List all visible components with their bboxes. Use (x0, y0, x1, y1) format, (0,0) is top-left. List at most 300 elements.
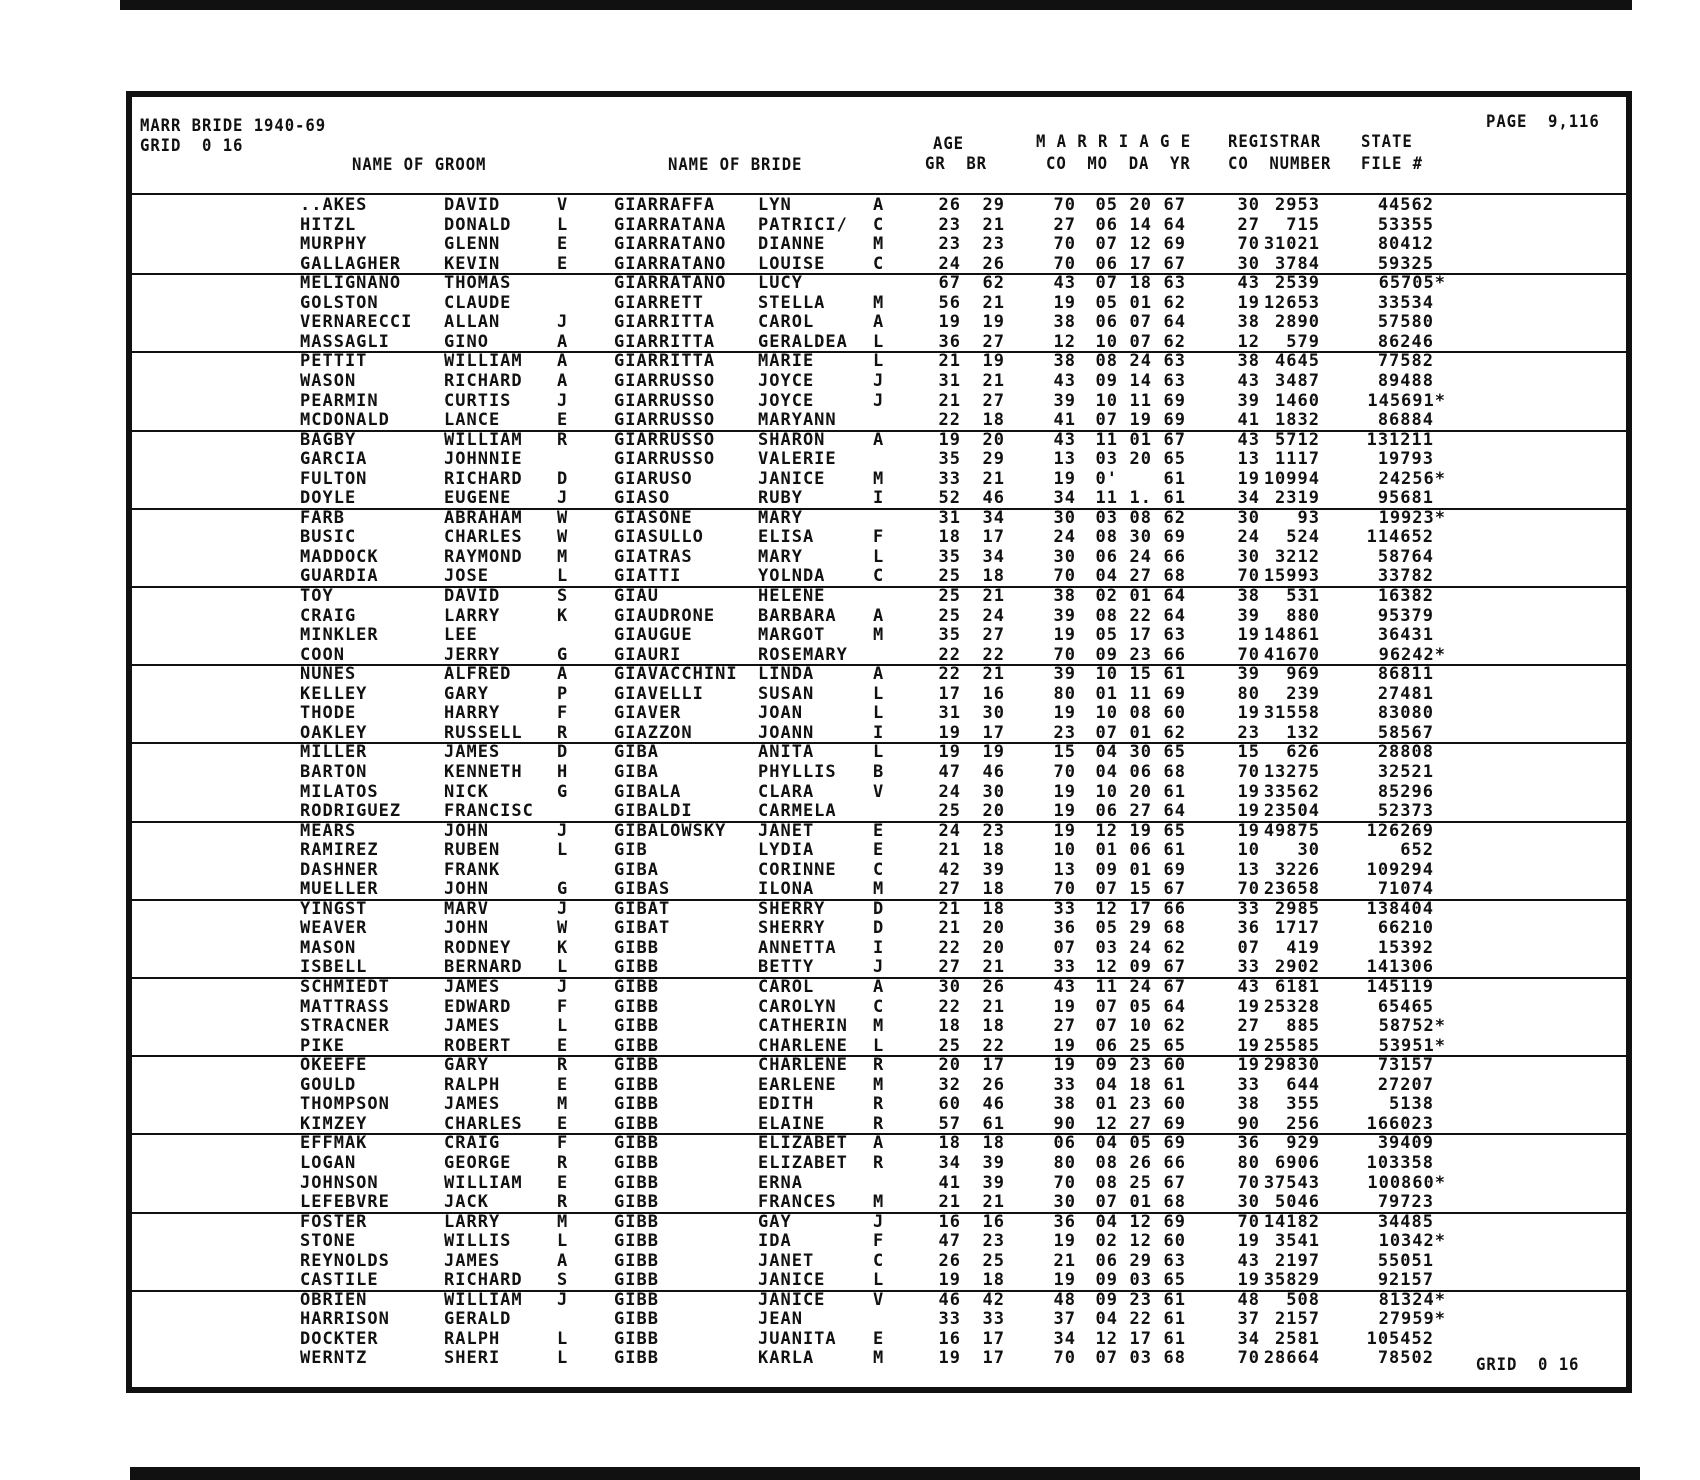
cell-bm: L (873, 703, 885, 724)
cell-agr: 56 (938, 292, 961, 313)
cell-yr: 67 (1163, 1172, 1186, 1193)
table-row (0, 978, 1700, 998)
cell-rco: 33 (1237, 1074, 1260, 1095)
cell-co: 19 (1053, 703, 1076, 724)
cell-rnum: 2319 (1275, 488, 1320, 509)
cell-agr: 60 (938, 1094, 961, 1115)
cell-da: 27 (1129, 801, 1152, 822)
cell-bm: C (873, 566, 885, 587)
table-row (0, 646, 1700, 666)
cell-gl: NUNES (300, 664, 357, 685)
cell-co: 33 (1053, 957, 1076, 978)
cell-gm: H (557, 761, 569, 782)
grid-label: GRID 0 16 (140, 136, 244, 156)
cell-abr: 42 (982, 1289, 1005, 1310)
table-row (0, 743, 1700, 763)
cell-rco: 19 (1237, 703, 1260, 724)
cell-rco: 07 (1237, 937, 1260, 958)
cell-bl: GIAZZON (614, 722, 693, 743)
cell-rco: 43 (1237, 429, 1260, 450)
cell-rnum: 49875 (1263, 820, 1320, 841)
cell-sf: 92157 (1377, 1270, 1434, 1291)
cell-bf: JOYCE (758, 390, 815, 411)
cell-bm: D (873, 918, 885, 939)
cell-bf: SUSAN (758, 683, 815, 704)
cell-sf: 24256* (1378, 468, 1446, 489)
cell-bf: JANET (758, 820, 815, 841)
cell-gm: J (557, 488, 569, 509)
cell-bm: L (873, 683, 885, 704)
cell-co: 10 (1053, 840, 1076, 861)
cell-sf: 33782 (1377, 566, 1434, 587)
cell-da: 07 (1129, 331, 1152, 352)
marriage-subheader: CO MO DA YR (1046, 154, 1191, 174)
cell-da: 19 (1129, 410, 1152, 431)
cell-gl: REYNOLDS (300, 1250, 390, 1271)
cell-co: 70 (1053, 644, 1076, 665)
cell-agr: 26 (938, 1250, 961, 1271)
cell-bf: SHERRY (758, 918, 826, 939)
cell-yr: 63 (1163, 1250, 1186, 1271)
cell-sf: 27481 (1377, 683, 1434, 704)
cell-bf: SHARON (758, 429, 826, 450)
cell-bf: KARLA (758, 1348, 815, 1369)
table-row (0, 509, 1700, 529)
table-row (0, 626, 1700, 646)
cell-sf: 16382 (1377, 586, 1434, 606)
cell-bm: F (873, 527, 885, 548)
cell-da: 19 (1129, 820, 1152, 841)
cell-abr: 27 (982, 625, 1005, 646)
cell-gf: JERRY (444, 644, 501, 665)
cell-da: 24 (1129, 937, 1152, 958)
cell-mo: 06 (1095, 546, 1118, 567)
cell-rco: 34 (1237, 1328, 1260, 1349)
table-row (0, 704, 1700, 724)
cell-sf: 65465 (1377, 996, 1434, 1017)
cell-bf: CLARA (758, 781, 815, 802)
cell-abr: 17 (982, 1055, 1005, 1076)
cell-agr: 25 (938, 801, 961, 822)
cell-bm: J (873, 957, 885, 978)
cell-co: 24 (1053, 527, 1076, 548)
cell-bl: GIARRITTA (614, 312, 716, 333)
cell-agr: 22 (938, 644, 961, 665)
cell-co: 27 (1053, 1016, 1076, 1037)
cell-yr: 62 (1163, 292, 1186, 313)
cell-bm: B (873, 761, 885, 782)
cell-bf: CATHERIN (758, 1016, 848, 1037)
cell-da: 05 (1129, 1133, 1152, 1154)
cell-mo: 07 (1095, 879, 1118, 900)
cell-bl: GIB (614, 840, 648, 861)
cell-bl: GIAVER (614, 703, 682, 724)
cell-bl: GIARRUSSO (614, 390, 716, 411)
cell-bl: GIBAT (614, 918, 671, 939)
cell-gf: NICK (444, 781, 489, 802)
cell-mo: 05 (1095, 195, 1118, 215)
cell-yr: 66 (1163, 644, 1186, 665)
cell-yr: 60 (1163, 1055, 1186, 1076)
cell-sf: 36431 (1377, 625, 1434, 646)
cell-gf: GLENN (444, 234, 501, 255)
cell-mo: 08 (1095, 527, 1118, 548)
cell-rnum: 31558 (1263, 703, 1320, 724)
cell-yr: 65 (1163, 1035, 1186, 1056)
cell-bl: GIBB (614, 1231, 659, 1252)
cell-gl: HITZL (300, 214, 357, 235)
cell-gm: G (557, 644, 569, 665)
cell-abr: 46 (982, 488, 1005, 509)
table-row (0, 274, 1700, 294)
cell-mo: 03 (1095, 449, 1118, 470)
cell-abr: 20 (982, 429, 1005, 450)
cell-abr: 25 (982, 1250, 1005, 1271)
cell-yr: 61 (1163, 781, 1186, 802)
cell-agr: 31 (938, 703, 961, 724)
cell-bl: GIBB (614, 1094, 659, 1115)
cell-agr: 18 (938, 1016, 961, 1037)
cell-yr: 65 (1163, 449, 1186, 470)
cell-agr: 25 (938, 605, 961, 626)
cell-agr: 22 (938, 410, 961, 431)
cell-bm: C (873, 1250, 885, 1271)
cell-yr: 62 (1163, 331, 1186, 352)
cell-da: 23 (1129, 1055, 1152, 1076)
cell-abr: 16 (982, 1211, 1005, 1232)
cell-bl: GIBB (614, 1152, 659, 1173)
cell-rco: 13 (1237, 859, 1260, 880)
cell-bl: GIBB (614, 937, 659, 958)
cell-rco: 70 (1237, 761, 1260, 782)
cell-gl: MURPHY (300, 234, 368, 255)
cell-da: 17 (1129, 898, 1152, 919)
cell-gm: K (557, 605, 569, 626)
cell-agr: 23 (938, 234, 961, 255)
cell-gf: WILLIAM (444, 1172, 523, 1193)
cell-rnum: 524 (1286, 527, 1320, 548)
cell-sf: 19923* (1378, 507, 1446, 528)
cell-gl: BARTON (300, 761, 368, 782)
footer-grid-label: GRID 0 16 (1476, 1355, 1580, 1375)
cell-gf: RUSSELL (444, 722, 523, 743)
cell-da: 01 (1129, 429, 1152, 450)
cell-agr: 26 (938, 195, 961, 215)
cell-yr: 68 (1163, 1348, 1186, 1369)
bottom-border-bar (130, 1467, 1640, 1480)
cell-gm: L (557, 214, 569, 235)
cell-bm: J (873, 1211, 885, 1232)
cell-sf: 57580 (1377, 312, 1434, 333)
cell-abr: 26 (982, 253, 1005, 274)
cell-bf: CAROLYN (758, 996, 837, 1017)
cell-gl: OBRIEN (300, 1289, 368, 1310)
cell-abr: 26 (982, 1074, 1005, 1095)
cell-da: 01 (1129, 1192, 1152, 1213)
cell-gf: WILLIAM (444, 351, 523, 372)
cell-rco: 30 (1237, 1192, 1260, 1213)
cell-gf: HARRY (444, 703, 501, 724)
cell-bf: ANITA (758, 742, 815, 763)
cell-mo: 01 (1095, 1094, 1118, 1115)
cell-gf: RODNEY (444, 937, 512, 958)
cell-bf: GERALDEA (758, 331, 848, 352)
cell-rco: 70 (1237, 879, 1260, 900)
cell-mo: 04 (1095, 1074, 1118, 1095)
cell-da: 15 (1129, 879, 1152, 900)
cell-gf: DAVID (444, 195, 501, 215)
cell-mo: 03 (1095, 507, 1118, 528)
cell-sf: 28808 (1377, 742, 1434, 763)
table-row (0, 822, 1700, 842)
cell-gm: J (557, 898, 569, 919)
cell-rco: 19 (1237, 996, 1260, 1017)
cell-gl: RAMIREZ (300, 840, 379, 861)
cell-sf: 53355 (1377, 214, 1434, 235)
cell-co: 19 (1053, 1035, 1076, 1056)
table-row (0, 411, 1700, 431)
cell-bm: F (873, 1231, 885, 1252)
cell-rnum: 579 (1286, 331, 1320, 352)
cell-gl: PIKE (300, 1035, 345, 1056)
cell-sf: 109294 (1366, 859, 1434, 880)
cell-gl: BUSIC (300, 527, 357, 548)
cell-abr: 19 (982, 351, 1005, 372)
cell-bm: R (873, 1055, 885, 1076)
cell-mo: 12 (1095, 1328, 1118, 1349)
cell-bf: MARGOT (758, 625, 826, 646)
cell-abr: 62 (982, 273, 1005, 294)
cell-rco: 39 (1237, 664, 1260, 685)
cell-yr: 61 (1163, 1074, 1186, 1095)
cell-da: 11 (1129, 683, 1152, 704)
top-border-bar (120, 0, 1632, 10)
cell-gf: GINO (444, 331, 489, 352)
cell-bl: GIARRUSSO (614, 429, 716, 450)
cell-abr: 17 (982, 1348, 1005, 1369)
cell-sf: 95379 (1377, 605, 1434, 626)
cell-gm: A (557, 1250, 569, 1271)
cell-agr: 34 (938, 1152, 961, 1173)
cell-bf: LYN (758, 195, 792, 215)
cell-rco: 39 (1237, 390, 1260, 411)
cell-rnum: 1717 (1275, 918, 1320, 939)
cell-yr: 65 (1163, 820, 1186, 841)
cell-bl: GIAUDRONE (614, 605, 716, 626)
cell-mo: 09 (1095, 644, 1118, 665)
cell-yr: 65 (1163, 1270, 1186, 1291)
table-row (0, 470, 1700, 490)
cell-bm: V (873, 781, 885, 802)
cell-mo: 10 (1095, 781, 1118, 802)
cell-abr: 20 (982, 918, 1005, 939)
cell-mo: 04 (1095, 1211, 1118, 1232)
cell-rco: 70 (1237, 234, 1260, 255)
cell-co: 38 (1053, 1094, 1076, 1115)
cell-co: 07 (1053, 937, 1076, 958)
cell-gf: JACK (444, 1192, 489, 1213)
cell-mo: 07 (1095, 1016, 1118, 1037)
cell-co: 70 (1053, 195, 1076, 215)
table-row (0, 1232, 1700, 1252)
table-row (0, 216, 1700, 236)
cell-gm: L (557, 957, 569, 978)
cell-agr: 25 (938, 566, 961, 587)
cell-bf: IDA (758, 1231, 792, 1252)
cell-co: 70 (1053, 566, 1076, 587)
table-row (0, 431, 1700, 451)
cell-mo: 06 (1095, 1035, 1118, 1056)
cell-mo: 09 (1095, 1270, 1118, 1291)
table-row (0, 1154, 1700, 1174)
cell-yr: 66 (1163, 546, 1186, 567)
cell-gl: STRACNER (300, 1016, 390, 1037)
cell-rnum: 14182 (1263, 1211, 1320, 1232)
cell-gf: THOMAS (444, 273, 512, 294)
cell-bl: GIBB (614, 1270, 659, 1291)
cell-da: 25 (1129, 1172, 1152, 1193)
cell-gm: E (557, 1074, 569, 1095)
cell-bf: PHYLLIS (758, 761, 837, 782)
cell-co: 23 (1053, 722, 1076, 743)
cell-bf: JOYCE (758, 370, 815, 391)
cell-mo: 0' (1095, 468, 1118, 489)
cell-sf: 58567 (1377, 722, 1434, 743)
cell-sf: 141306 (1366, 957, 1434, 978)
cell-yr: 68 (1163, 761, 1186, 782)
table-row (0, 919, 1700, 939)
table-row (0, 607, 1700, 627)
cell-mo: 09 (1095, 1055, 1118, 1076)
cell-sf: 55051 (1377, 1250, 1434, 1271)
cell-yr: 61 (1163, 664, 1186, 685)
cell-bl: GIBALOWSKY (614, 820, 727, 841)
cell-rnum: 880 (1286, 605, 1320, 626)
cell-yr: 63 (1163, 273, 1186, 294)
cell-bf: JEAN (758, 1309, 803, 1330)
cell-gf: WILLIAM (444, 429, 523, 450)
cell-agr: 18 (938, 1133, 961, 1154)
cell-gl: GUARDIA (300, 566, 379, 587)
cell-agr: 19 (938, 312, 961, 333)
table-row (0, 567, 1700, 587)
cell-sf: 34485 (1377, 1211, 1434, 1232)
cell-bl: GIBA (614, 859, 659, 880)
cell-bl: GIBA (614, 761, 659, 782)
cell-bf: EARLENE (758, 1074, 837, 1095)
cell-rnum: 3226 (1275, 859, 1320, 880)
cell-gf: CHARLES (444, 527, 523, 548)
cell-agr: 21 (938, 1192, 961, 1213)
cell-agr: 32 (938, 1074, 961, 1095)
cell-rnum: 3212 (1275, 546, 1320, 567)
cell-bm: A (873, 664, 885, 685)
cell-da: 01 (1129, 292, 1152, 313)
cell-yr: 64 (1163, 605, 1186, 626)
cell-gm: G (557, 879, 569, 900)
cell-agr: 67 (938, 273, 961, 294)
cell-bm: I (873, 488, 885, 509)
cell-gl: PEARMIN (300, 390, 379, 411)
cell-gl: CASTILE (300, 1270, 379, 1291)
cell-agr: 24 (938, 820, 961, 841)
cell-mo: 07 (1095, 273, 1118, 294)
cell-bm: V (873, 1289, 885, 1310)
cell-bf: JOAN (758, 703, 803, 724)
cell-agr: 24 (938, 253, 961, 274)
cell-rnum: 2985 (1275, 898, 1320, 919)
table-row (0, 294, 1700, 314)
cell-rco: 48 (1237, 1289, 1260, 1310)
cell-agr: 17 (938, 683, 961, 704)
cell-agr: 35 (938, 546, 961, 567)
cell-co: 70 (1053, 761, 1076, 782)
cell-abr: 19 (982, 312, 1005, 333)
cell-agr: 31 (938, 507, 961, 528)
cell-gf: WILLIAM (444, 1289, 523, 1310)
cell-rco: 80 (1237, 683, 1260, 704)
cell-rco: 19 (1237, 468, 1260, 489)
cell-sf: 77582 (1377, 351, 1434, 372)
cell-gf: GEORGE (444, 1152, 512, 1173)
cell-co: 39 (1053, 390, 1076, 411)
cell-gm: A (557, 351, 569, 372)
cell-rnum: 419 (1286, 937, 1320, 958)
cell-sf: 166023 (1366, 1113, 1434, 1134)
table-row (0, 1134, 1700, 1154)
cell-bl: GIARRETT (614, 292, 704, 313)
cell-abr: 39 (982, 859, 1005, 880)
table-row (0, 528, 1700, 548)
table-row (0, 665, 1700, 685)
cell-co: 19 (1053, 1270, 1076, 1291)
cell-sf: 83080 (1377, 703, 1434, 724)
cell-abr: 46 (982, 1094, 1005, 1115)
table-row (0, 998, 1700, 1018)
cell-agr: 20 (938, 1055, 961, 1076)
cell-sf: 85296 (1377, 781, 1434, 802)
cell-rnum: 3541 (1275, 1231, 1320, 1252)
cell-yr: 61 (1163, 840, 1186, 861)
cell-sf: 71074 (1377, 879, 1434, 900)
cell-mo: 12 (1095, 820, 1118, 841)
cell-da: 03 (1129, 1270, 1152, 1291)
cell-abr: 23 (982, 1231, 1005, 1252)
table-row (0, 861, 1700, 881)
table-row (0, 1076, 1700, 1096)
cell-gl: THODE (300, 703, 357, 724)
cell-rco: 13 (1237, 449, 1260, 470)
cell-abr: 18 (982, 1270, 1005, 1291)
cell-agr: 47 (938, 1231, 961, 1252)
cell-sf: 58764 (1377, 546, 1434, 567)
cell-rco: 43 (1237, 1250, 1260, 1271)
cell-agr: 46 (938, 1289, 961, 1310)
cell-rco: 37 (1237, 1309, 1260, 1330)
cell-gm: A (557, 664, 569, 685)
cell-rco: 80 (1237, 1152, 1260, 1173)
cell-gl: STONE (300, 1231, 357, 1252)
cell-bf: ELIZABET (758, 1133, 848, 1154)
cell-gl: KELLEY (300, 683, 368, 704)
cell-abr: 61 (982, 1113, 1005, 1134)
cell-yr: 63 (1163, 351, 1186, 372)
cell-bl: GIBB (614, 1289, 659, 1310)
cell-gm: J (557, 977, 569, 997)
cell-bl: GIBB (614, 1172, 659, 1193)
cell-yr: 60 (1163, 1094, 1186, 1115)
cell-rco: 19 (1237, 1231, 1260, 1252)
